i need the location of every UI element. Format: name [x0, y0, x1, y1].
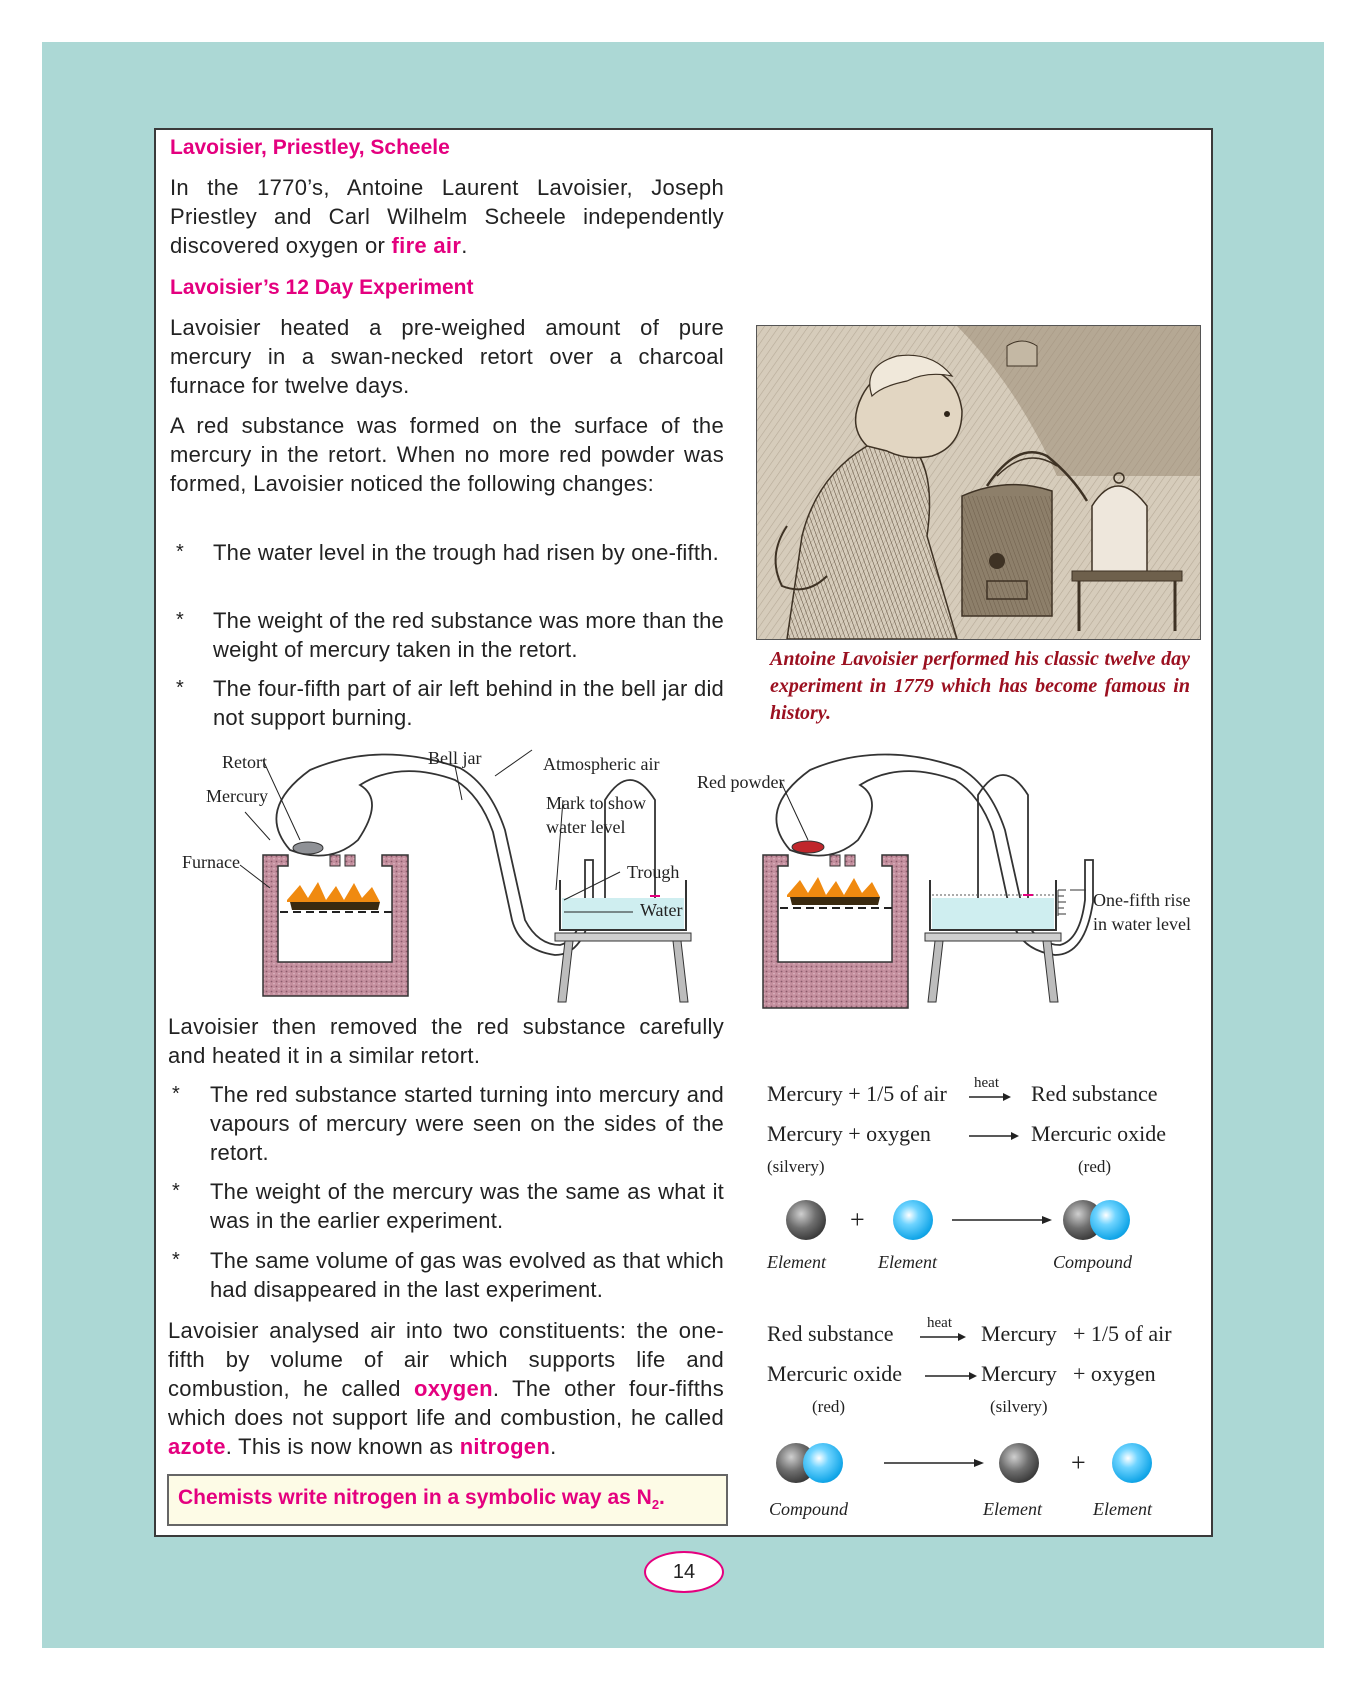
page-number: 14 [644, 1551, 724, 1593]
experiment-paragraph-1: Lavoisier heated a pre-weighed amount of pure mercury in a swan-necked retort over a charcoal furnace for twelve days. [170, 315, 724, 398]
callout-text: Chemists write nitrogen in a symbolic way as $N_2$. [178, 1486, 665, 1513]
eq1-heat: heat [974, 1075, 999, 1091]
label-rise-line2: in water level [1093, 914, 1191, 934]
furnace [763, 855, 908, 1008]
retort [276, 754, 593, 955]
bullet-mark: * [176, 609, 184, 631]
label-furnace: Furnace [182, 852, 240, 872]
eq3-rhs-air: + 1/5 of air [1073, 1321, 1172, 1346]
nitrogen-symbol-callout [167, 1474, 728, 1526]
element-atom-grey [999, 1443, 1039, 1483]
intro-paragraph: In the 1770’s, Antoine Laurent Lavoisier, Joseph Priestley and Carl Wilhelm Scheele independently discovered oxygen or fire air. [170, 175, 724, 258]
eq2-note-silvery: (silvery) [767, 1157, 825, 1176]
list-item: The weight of the red substance was more than the weight of mercury taken in the retort. [213, 608, 724, 662]
lavoisier-engraving [756, 325, 1201, 640]
eq4-note-red: (red) [812, 1397, 846, 1416]
mercury-pool [293, 842, 323, 854]
arrow-icon [920, 1332, 966, 1342]
caption-element: Element [878, 1252, 937, 1272]
label-trough: Trough [627, 862, 680, 882]
label-mercury: Mercury [206, 786, 268, 806]
eq1-lhs: Mercury + 1/5 of air [767, 1081, 947, 1106]
compound-atom-blue [803, 1443, 843, 1483]
caption-compound: Compound [1053, 1252, 1133, 1272]
label-red-powder: Red powder [697, 772, 785, 792]
conclusion-paragraph: Lavoisier analysed air into two constituents: the one-fifth by volume of air which supports life and combustion, he called oxygen. The other four-fifths which does not support life and combustion, he called azote. This is now known as nitrogen. [168, 1318, 724, 1459]
label-mark-line1: Mark to show [546, 793, 646, 813]
fire [787, 877, 880, 905]
eq2-lhs: Mercury + oxygen [767, 1121, 931, 1146]
eq4-rhs-oxygen: + oxygen [1073, 1361, 1156, 1386]
bullet-mark: * [172, 1249, 180, 1271]
element-atom-grey [786, 1200, 826, 1240]
element-atom-blue [893, 1200, 933, 1240]
engraving-caption: Antoine Lavoisier performed his classic twelve day experiment in 1779 which has become famous in history. [770, 648, 1190, 724]
eq3-rhs-mercury: Mercury [981, 1321, 1057, 1346]
fire [287, 882, 380, 910]
eq3-heat: heat [927, 1315, 952, 1331]
plus-sign: + [1071, 1448, 1086, 1477]
bullet-mark: * [176, 541, 184, 563]
element-atom-blue [1112, 1443, 1152, 1483]
oxygen-term: oxygen [413, 1376, 493, 1401]
list-item: The four-fifth part of air left behind in the bell jar did not support burning. [213, 676, 724, 730]
arrow-icon [969, 1131, 1019, 1141]
arrow-icon [884, 1457, 984, 1469]
experiment-paragraph-2: A red substance was formed on the surface of the mercury in the retort. When no more red powder was formed, Lavoisier noticed the following changes: [170, 413, 724, 496]
fire-air-term: fire air [391, 233, 462, 258]
bullet-mark: * [176, 677, 184, 699]
eq4-lhs: Mercuric oxide [767, 1361, 902, 1386]
arrow-icon [969, 1092, 1011, 1102]
list-item: The water level in the trough had risen by one-fifth. [213, 540, 719, 565]
eq3-lhs: Red substance [767, 1321, 894, 1346]
list-item: The same volume of gas was evolved as that which had disappeared in the last experiment. [210, 1248, 724, 1302]
compound-atom-blue [1090, 1200, 1130, 1240]
eq2-note-red: (red) [1078, 1157, 1112, 1176]
heading-lavoisier-priestley-scheele: Lavoisier, Priestley, Scheele [170, 136, 450, 159]
furnace [263, 855, 408, 996]
bullet-mark: * [172, 1180, 180, 1202]
eq4-rhs-mercury: Mercury [981, 1361, 1057, 1386]
label-bell-jar: Bell jar [428, 748, 482, 768]
arrow-icon [952, 1214, 1052, 1226]
plus-sign: + [850, 1205, 865, 1234]
label-water: Water [640, 900, 683, 920]
eq1-rhs: Red substance [1031, 1081, 1158, 1106]
eq4-note-silvery: (silvery) [990, 1397, 1048, 1416]
eq2-rhs: Mercuric oxide [1031, 1121, 1166, 1146]
water [932, 898, 1054, 930]
engraving-drawing [757, 326, 1200, 639]
removal-paragraph: Lavoisier then removed the red substance carefully and heated it in a similar retort. [168, 1014, 724, 1068]
red-powder-pool [792, 841, 824, 853]
bullet-mark: * [172, 1083, 180, 1105]
label-mark-line2: water level [546, 817, 626, 837]
heading-12-day-experiment: Lavoisier’s 12 Day Experiment [170, 276, 474, 299]
azote-term: azote [168, 1434, 226, 1459]
list-item: The weight of the mercury was the same as what it was in the earlier experiment. [210, 1179, 724, 1233]
label-retort: Retort [222, 752, 267, 772]
label-atmospheric-air: Atmospheric air [543, 754, 660, 774]
caption-compound: Compound [769, 1499, 849, 1519]
caption-element: Element [767, 1252, 826, 1272]
caption-element: Element [983, 1499, 1042, 1519]
arrow-icon [925, 1371, 977, 1381]
label-rise-line1: One-fifth rise [1093, 890, 1191, 910]
list-item: The red substance started turning into mercury and vapours of mercury were seen on the sides of the retort. [210, 1082, 724, 1165]
caption-element: Element [1093, 1499, 1152, 1519]
retort-diagram-after [740, 740, 1200, 1010]
nitrogen-term: nitrogen [459, 1434, 551, 1459]
